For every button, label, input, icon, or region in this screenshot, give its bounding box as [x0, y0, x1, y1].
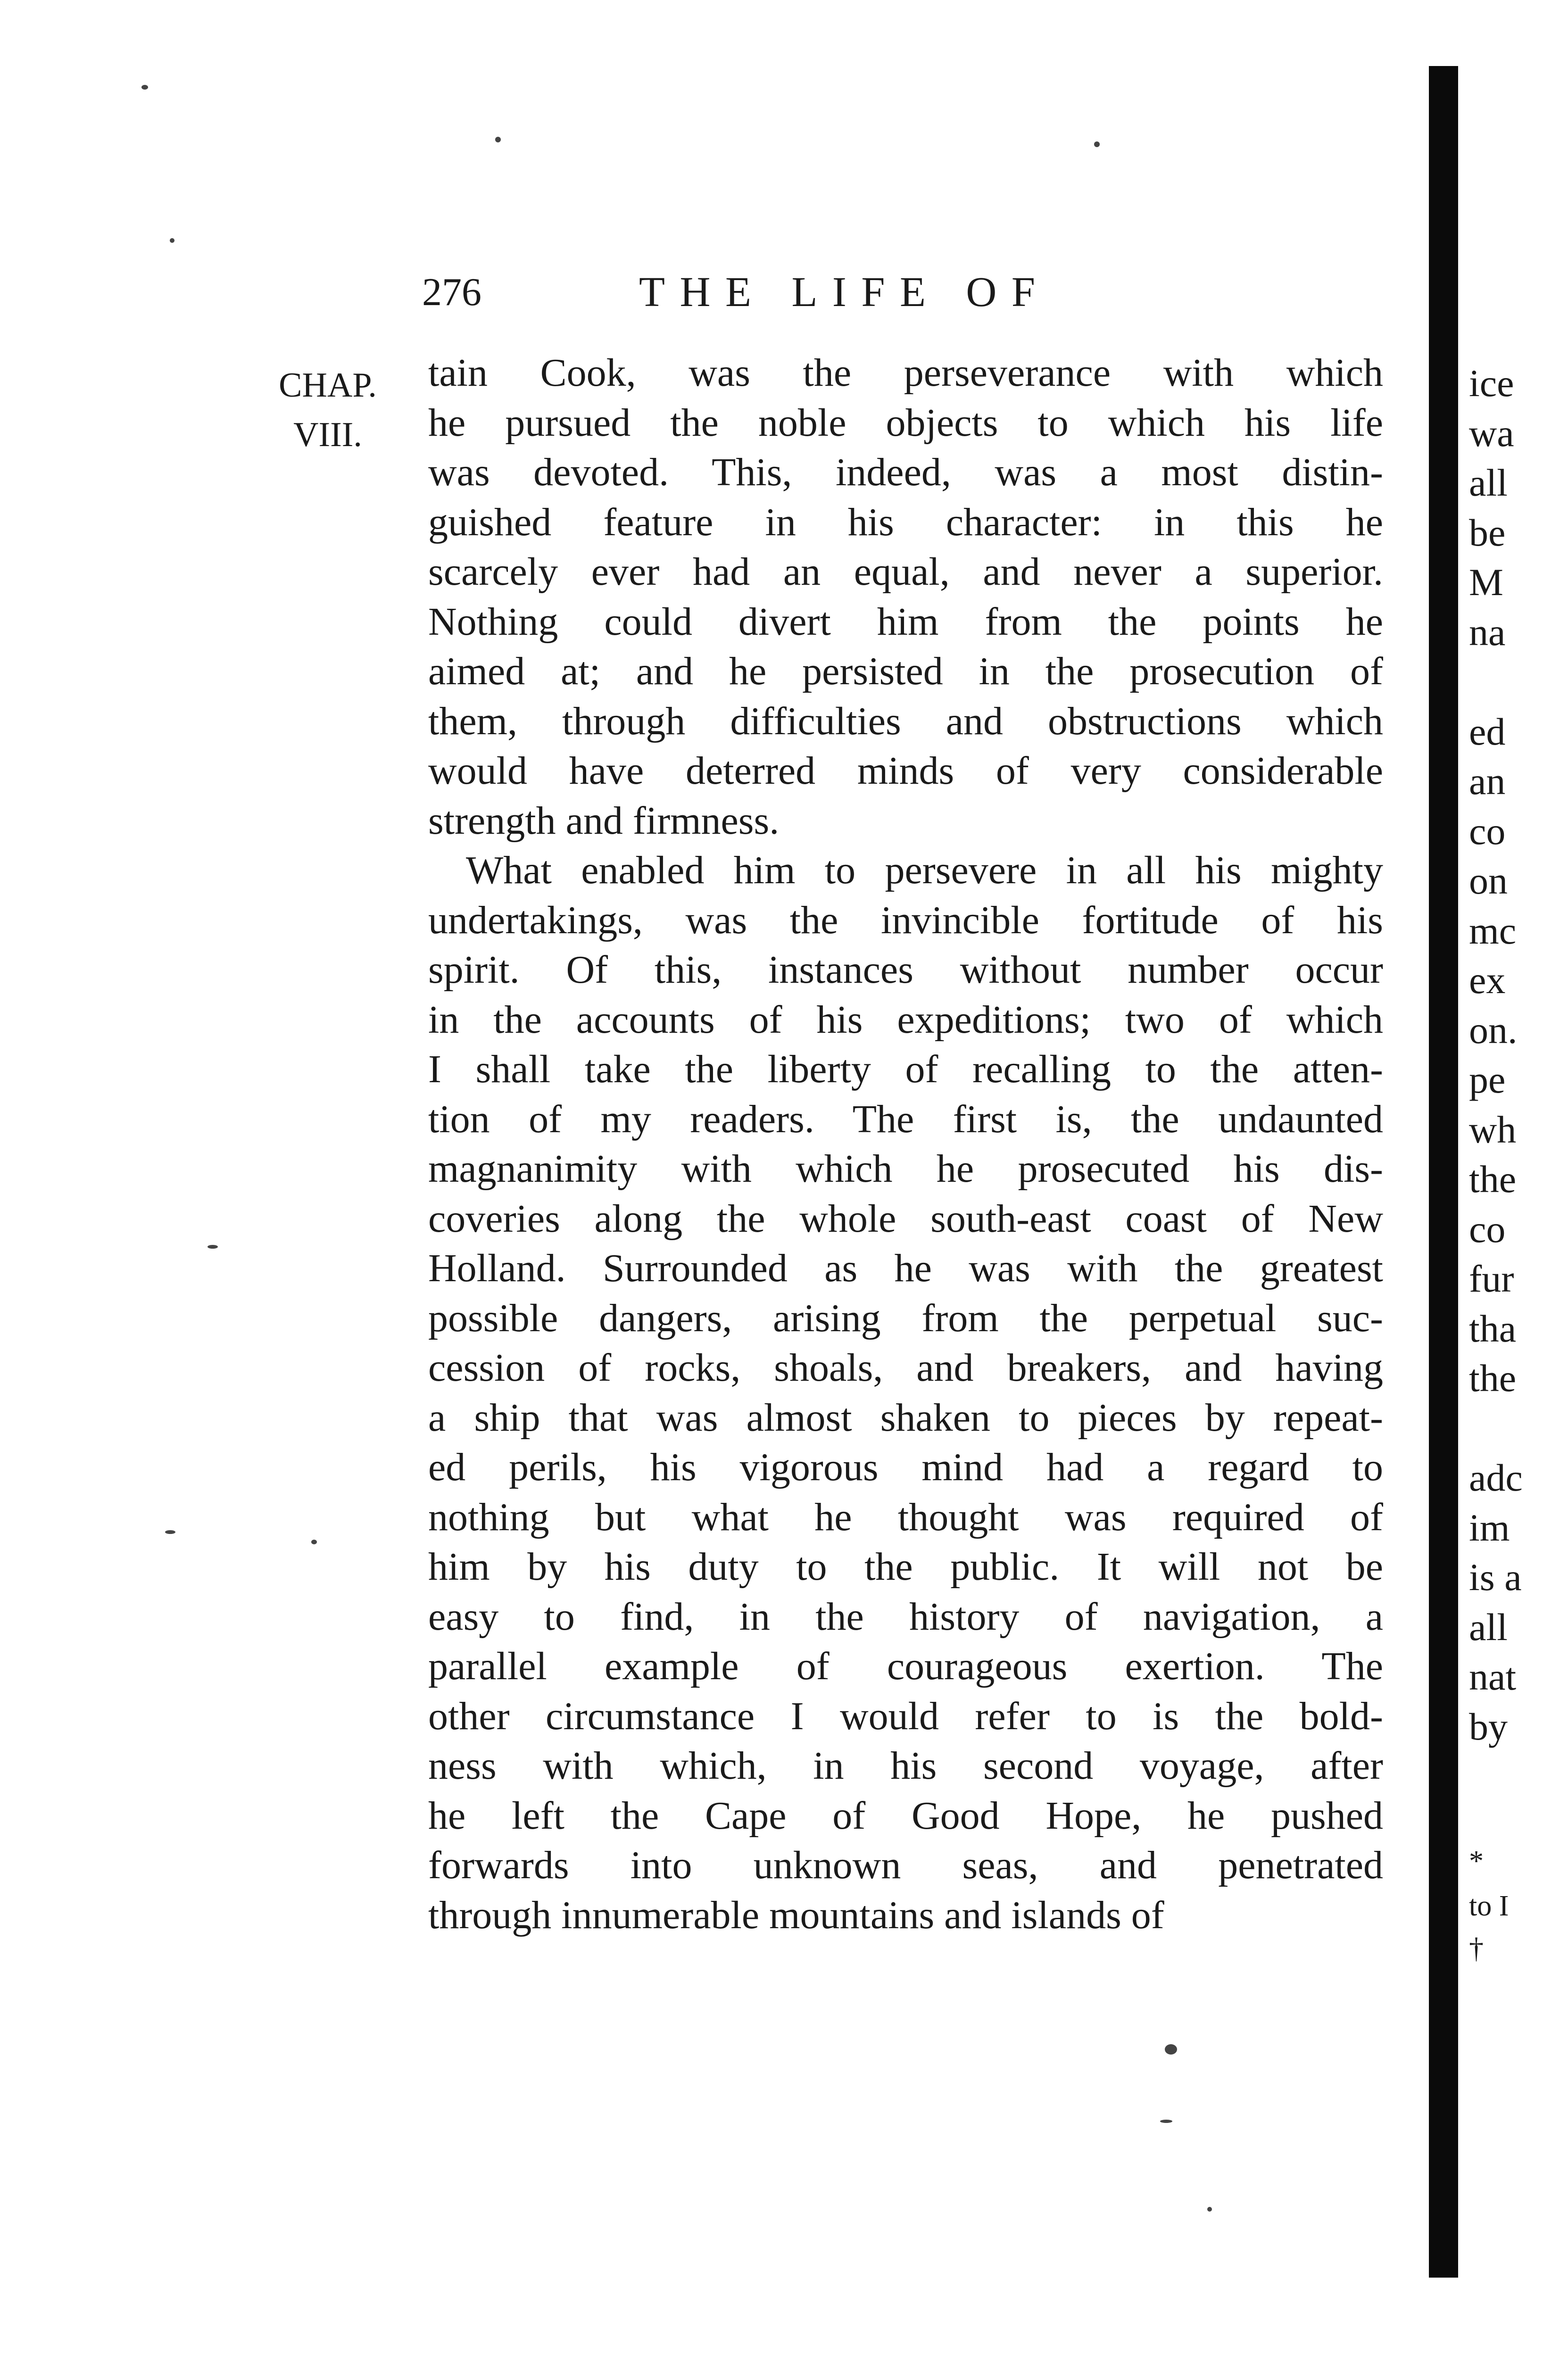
ink-speck	[207, 1245, 218, 1249]
text-line: in the accounts of his expeditions; two of which	[428, 997, 1383, 1042]
facing-page-fragment-line: M	[1469, 561, 1503, 604]
text-line: undertakings, was the invincible fortitude of his	[428, 898, 1383, 942]
facing-page-fragment-line: mc	[1469, 909, 1517, 952]
facing-page-fragment-line: co	[1469, 809, 1506, 853]
running-title: THE LIFE OF	[639, 269, 1050, 315]
text-line: nothing but what he thought was required of	[428, 1495, 1383, 1539]
text-line: I shall take the liberty of recalling to the atten-	[428, 1047, 1383, 1091]
facing-page-fragment-line	[1469, 657, 1568, 707]
text-line: ed perils, his vigorous mind had a regard to	[428, 1445, 1383, 1489]
text-line: he pursued the noble objects to which his life	[428, 400, 1383, 445]
facing-page-fragment-line: all	[1469, 1605, 1508, 1649]
ink-speck	[1207, 2207, 1212, 2212]
text-line: a ship that was almost shaken to pieces by repeat-	[428, 1395, 1383, 1440]
gutter-shadow	[1429, 66, 1458, 2278]
facing-page-fragment-line: the	[1469, 1357, 1517, 1400]
text-line: he left the Cape of Good Hope, he pushed	[428, 1793, 1383, 1838]
ink-speck	[141, 85, 148, 90]
text-line: him by his duty to the public. It will not be	[428, 1545, 1383, 1589]
margin-note-line: VIII.	[293, 415, 362, 454]
text-line: tion of my readers. The first is, the undaunted	[428, 1097, 1383, 1141]
ink-speck	[165, 1530, 175, 1534]
facing-page-fragment-line: adc	[1469, 1456, 1523, 1499]
text-line: was devoted. This, indeed, was a most distin-	[428, 450, 1383, 494]
text-line: tain Cook, was the perseverance with which	[428, 351, 1383, 395]
ink-speck	[311, 1540, 317, 1544]
text-line: through innumerable mountains and islands of	[428, 1893, 1164, 1937]
text-line: cession of rocks, shoals, and breakers, and having	[428, 1346, 1383, 1390]
facing-page-fragment-line: is a	[1469, 1556, 1522, 1599]
text-line: other circumstance I would refer to is the bold-	[428, 1694, 1383, 1738]
facing-page-fragment-line: the	[1469, 1158, 1517, 1201]
facing-page-fragment-line: all	[1469, 461, 1508, 504]
facing-page-fragment-line: tha	[1469, 1307, 1517, 1350]
text-line: parallel example of courageous exertion. The	[428, 1644, 1383, 1688]
facing-page-fragment-line	[1469, 1403, 1568, 1453]
facing-page-fragment-line: wa	[1469, 411, 1514, 455]
page-header	[422, 264, 1398, 321]
text-line: Nothing could divert him from the points he	[428, 599, 1383, 644]
margin-note-line: CHAP.	[279, 366, 377, 405]
facing-page-fragment-line: co	[1469, 1207, 1506, 1251]
chapter-margin-note	[257, 361, 398, 460]
text-line: What enabled him to persevere in all his mighty	[466, 848, 1383, 892]
facing-page-fragment-line: ex	[1469, 959, 1506, 1002]
text-line: possible dangers, arising from the perpetual suc-	[428, 1296, 1383, 1340]
text-line: forwards into unknown seas, and penetrated	[428, 1843, 1383, 1887]
text-line: aimed at; and he persisted in the prosecution of	[428, 649, 1383, 693]
text-line: coveries along the whole south-east coast of New	[428, 1196, 1383, 1241]
text-line: spirit. Of this, instances without number occur	[428, 948, 1383, 992]
facing-page-fragment-line: by	[1469, 1705, 1508, 1748]
text-line: magnanimity with which he prosecuted his dis-	[428, 1147, 1383, 1191]
facing-page-fragment-line: wh	[1469, 1108, 1517, 1151]
ink-speck	[170, 238, 174, 243]
text-line: ness with which, in his second voyage, after	[428, 1744, 1383, 1788]
facing-page-footnote-fragment: †	[1469, 1932, 1484, 1964]
text-line: Holland. Surrounded as he was with the greatest	[428, 1246, 1383, 1290]
facing-page-fragment-line: ice	[1469, 362, 1514, 405]
text-line: scarcely ever had an equal, and never a superior.	[428, 550, 1383, 594]
ink-speck	[1160, 2120, 1172, 2123]
facing-page-fragment	[1469, 358, 1568, 1964]
facing-page-fragment-line: be	[1469, 511, 1506, 554]
facing-page-fragment-line: ed	[1469, 710, 1506, 753]
text-line: guished feature in his character: in this he	[428, 500, 1383, 544]
text-line: easy to find, in the history of navigation, a	[428, 1594, 1383, 1639]
text-line: would have deterred minds of very considerable	[428, 749, 1383, 793]
text-line: strength and firmness.	[428, 798, 780, 843]
facing-page-fragment-line: fur	[1469, 1257, 1514, 1300]
facing-page-fragment-line: an	[1469, 760, 1506, 803]
facing-page-fragment-line: on.	[1469, 1008, 1518, 1052]
facing-page-fragment-line: nat	[1469, 1655, 1517, 1698]
facing-page-fragment-line: na	[1469, 610, 1506, 654]
body-text	[428, 348, 1383, 1940]
facing-page-fragment-line: im	[1469, 1506, 1510, 1549]
facing-page-footnote-fragment: to I	[1469, 1890, 1509, 1922]
ink-speck	[1094, 141, 1100, 147]
ink-speck	[495, 137, 501, 142]
ink-speck	[1165, 2044, 1177, 2055]
facing-page-footnote-fragment: *	[1469, 1845, 1484, 1877]
facing-page-fragment-line: pe	[1469, 1058, 1506, 1101]
facing-page-fragment-line: on	[1469, 859, 1508, 902]
page-number: 276	[422, 270, 481, 314]
text-line: them, through difficulties and obstructions which	[428, 699, 1383, 743]
